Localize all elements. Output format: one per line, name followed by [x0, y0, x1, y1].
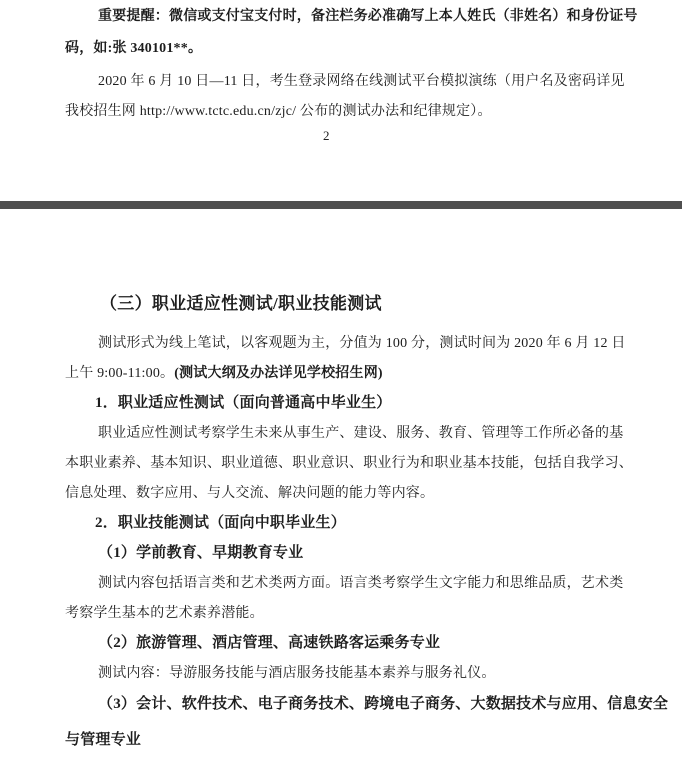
item1-body-line-2: 本职业素养、基本知识、职业道德、职业意识、职业行为和职业基本技能，包括自我学习、	[65, 456, 633, 471]
sub1-body-line-2: 考察学生基本的艺术素养潜能。	[65, 606, 264, 621]
item1-body-line-3: 信息处理、数字应用、与人交流、解决问题的能力等内容。	[65, 486, 435, 501]
item1-body-line-1: 职业适应性测试考察学生未来从事生产、建设、服务、教育、管理等工作所必备的基	[98, 426, 624, 441]
item1-heading: 1．职业适应性测试（面向普通高中毕业生）	[95, 395, 392, 411]
sub1-heading: （1）学前教育、早期教育专业	[98, 545, 304, 561]
sub2-body-line-1: 测试内容：导游服务技能与酒店服务技能基本素养与服务礼仪。	[98, 666, 496, 681]
intro-line-2	[65, 364, 383, 384]
page-separator-bar	[0, 201, 682, 209]
schedule-line-2: 我校招生网 http://www.tctc.edu.cn/zjc/ 公布的测试办法和纪律规定）。	[65, 104, 492, 119]
sub1-body-line-1: 测试内容包括语言类和艺术类两方面。语言类考察学生文字能力和思维品质，艺术类	[98, 576, 624, 591]
intro-line-2-note: (测试大纲及办法详见学校招生网)	[174, 366, 383, 381]
important-notice-line-2: 码，如:张 340101**。	[65, 41, 203, 56]
sub3-heading-line-1: （3）会计、软件技术、电子商务技术、跨境电子商务、大数据技术与应用、信息安全	[98, 696, 669, 712]
sub3-heading-line-2: 与管理专业	[65, 732, 142, 748]
sub2-heading: （2）旅游管理、酒店管理、高速铁路客运乘务专业	[98, 635, 441, 651]
important-notice-line-1: 重要提醒：微信或支付宝支付时，备注栏务必准确写上本人姓氏（非姓名）和身份证号	[98, 9, 638, 24]
item2-heading: 2．职业技能测试（面向中职毕业生）	[95, 515, 346, 531]
intro-line-2-time: 上午 9:00-11:00。	[65, 366, 175, 381]
section-heading: （三）职业适应性测试/职业技能测试	[100, 294, 382, 313]
schedule-line-1: 2020 年 6 月 10 日—11 日，考生登录网络在线测试平台模拟演练（用户名及密码详见	[98, 74, 625, 89]
intro-line-1: 测试形式为线上笔试，以客观题为主，分值为 100 分，测试时间为 2020 年 6 月 12 日	[98, 336, 626, 351]
page-number: 2	[323, 128, 330, 143]
